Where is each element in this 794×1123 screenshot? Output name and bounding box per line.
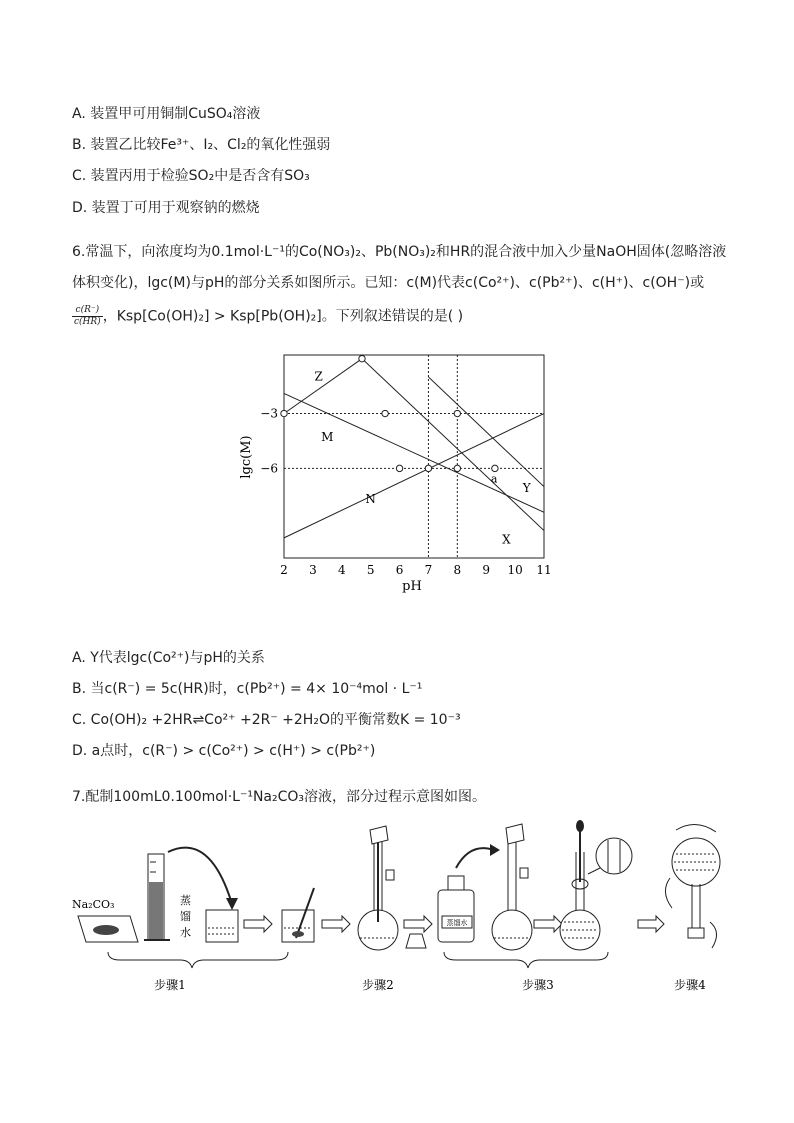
curve-label-N: N (365, 492, 376, 507)
y-tick--6: −6 (260, 461, 278, 476)
step-4-label: 步骤4 (674, 978, 706, 992)
q6-option-b: B. 当c(R⁻) = 5c(HR)时，c(Pb²⁺) = 4× 10⁻⁴mol · L⁻¹ (72, 681, 423, 697)
x-tick-5: 5 (366, 563, 375, 577)
pour-arrow (168, 848, 232, 904)
q6-stem-line2: 体积变化)，lgc(M)与pH的部分关系如图所示。已知：c(M)代表c(Co²⁺)、c(Pb²⁺)、c(H⁺)、c(OH⁻)或 (72, 275, 705, 291)
arrow-2 (322, 916, 350, 932)
step3-arrow (456, 848, 494, 868)
open-point-5 (425, 465, 431, 471)
brace-step3 (444, 952, 608, 968)
x-tick-11: 11 (536, 563, 552, 577)
x-tick-7: 7 (424, 563, 433, 577)
step-1-label: 步骤1 (154, 978, 186, 992)
open-point-4 (396, 465, 402, 471)
curve-label-M: M (321, 429, 334, 444)
bottle-label: 蒸馏水 (446, 919, 468, 927)
water-char-2: 馏 (180, 910, 191, 923)
arrow-5 (638, 916, 664, 932)
solution-prep-diagram (60, 812, 740, 1002)
reagent-label: Na₂CO₃ (72, 898, 115, 911)
open-point-2 (382, 410, 388, 416)
brace-step1 (108, 952, 288, 968)
step-2-label: 步骤2 (362, 978, 394, 992)
x-tick-2: 2 (280, 563, 288, 577)
curve-label-X: X (502, 532, 511, 547)
open-point-6 (454, 465, 460, 471)
q6-option-a: A. Y代表lgc(Co²⁺)与pH的关系 (72, 650, 265, 666)
y-axis-label: lgc(M) (239, 435, 254, 479)
x-tick-10: 10 (507, 563, 523, 577)
q7-stem: 7.配制100mL0.100mol·L⁻¹Na₂CO₃溶液，部分过程示意图如图。 (72, 789, 487, 805)
x-axis-label: pH (402, 579, 422, 594)
curve-label-Z: Z (314, 369, 323, 384)
water-char-3: 水 (180, 926, 191, 939)
arrow-4 (534, 916, 562, 932)
q5-option-c: C. 装置丙用于检验SO₂中是否含有SO₃ (72, 168, 310, 184)
wash-bottle (406, 876, 474, 948)
x-tick-9: 9 (482, 563, 491, 577)
graduated-cylinder (144, 854, 170, 940)
lgc-ph-chart (230, 340, 570, 600)
q5-option-b: B. 装置乙比较Fe³⁺、I₂、Cl₂的氧化性强弱 (72, 137, 331, 153)
arrow-1 (244, 916, 272, 932)
beaker-2-stirring (282, 888, 314, 942)
arrow-3 (404, 916, 432, 932)
open-point-7 (492, 465, 498, 471)
q5-option-a: A. 装置甲可用铜制CuSO₄溶液 (72, 106, 261, 122)
open-point-0 (281, 410, 287, 416)
q6-option-c: C. Co(OH)₂ +2HR⇌Co²⁺ +2R⁻ +2H₂O的平衡常数K = 10⁻³ (72, 712, 461, 728)
volumetric-flask-dilute (560, 820, 632, 950)
beaker-1 (206, 910, 238, 942)
q6-fraction-numerator: c(R⁻) (72, 305, 103, 317)
x-tick-6: 6 (395, 563, 404, 577)
step-3-label: 步骤3 (522, 978, 554, 992)
volumetric-flask-rinse (492, 824, 532, 950)
q5-option-d: D. 装置丁可用于观察钠的燃烧 (72, 200, 260, 216)
q6-fraction-denominator: c(HR) (74, 317, 101, 327)
q6-stem-line3-text: ，Ksp[Co(OH)₂] > Ksp[Pb(OH)₂]。下列叙述错误的是( ) (102, 308, 464, 325)
q6-stem-line3 (72, 305, 463, 328)
volumetric-flask-invert (665, 824, 720, 948)
open-point-3 (454, 410, 460, 416)
q6-option-d: D. a点时，c(R⁻) > c(Co²⁺) > c(H⁺) > c(Pb²⁺) (72, 743, 376, 759)
weighed-sample (72, 898, 138, 942)
volumetric-flask-transfer (358, 826, 398, 950)
open-point-1 (359, 355, 365, 361)
x-tick-4: 4 (337, 563, 346, 577)
curve-label-Y: Y (522, 481, 531, 496)
point-label-a: a (490, 472, 498, 486)
y-tick--3: −3 (260, 406, 278, 421)
plot-frame (284, 355, 544, 558)
q6-fraction (72, 305, 103, 328)
water-char-1: 蒸 (180, 894, 191, 907)
x-tick-8: 8 (453, 563, 462, 577)
x-tick-3: 3 (309, 563, 317, 577)
q6-stem-line1: 6.常温下，向浓度均为0.1mol·L⁻¹的Co(NO₃)₂、Pb(NO₃)₂和HR的混合液中加入少量NaOH固体(忽略溶液 (72, 244, 727, 260)
